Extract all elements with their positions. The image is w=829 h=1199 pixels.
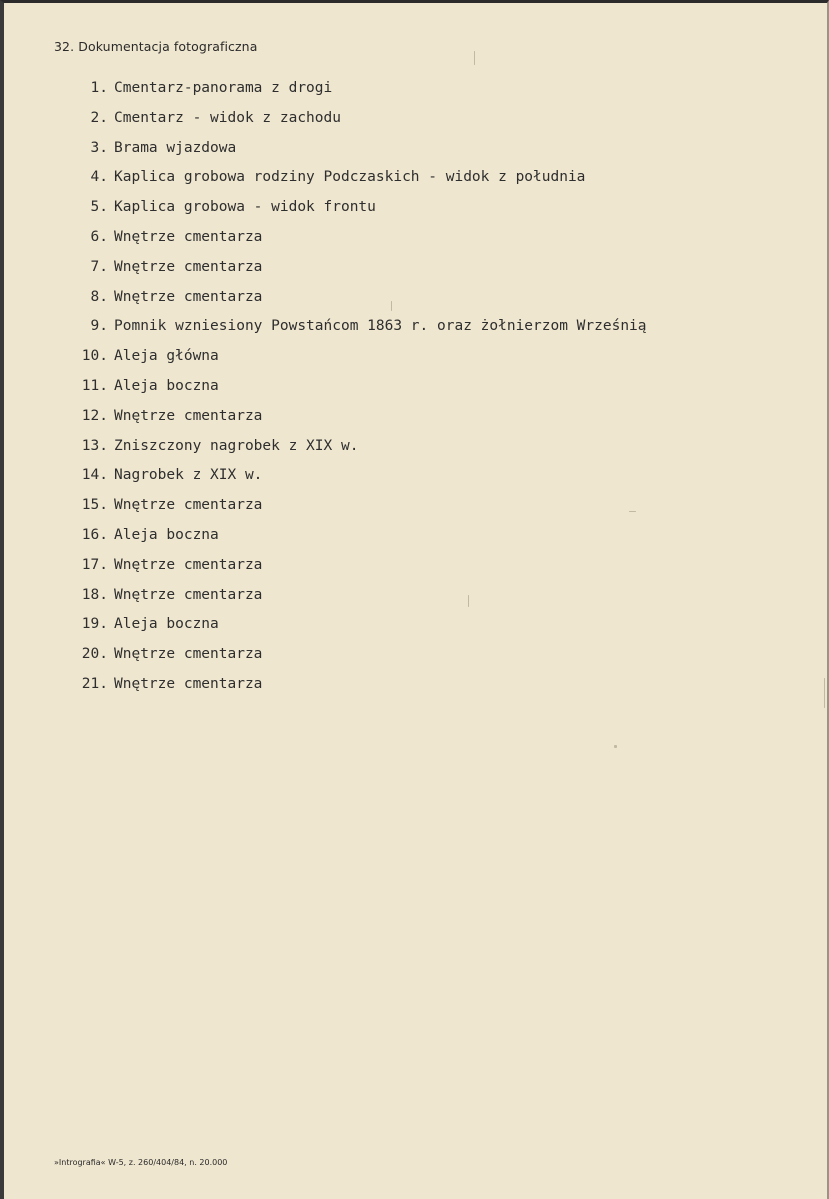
list-item [64,610,647,640]
item-number: 14. [81,467,108,484]
paper-speck [474,51,475,65]
list-item [64,640,647,670]
paper-speck [824,678,825,708]
item-text: Aleja boczna [114,526,219,543]
item-text: Wnętrze cmentarza [114,228,263,245]
item-text: Pomnik wzniesiony Powstańcom 1863 r. oraz żołnierzom Wrześnią [114,318,647,335]
item-text: Wnętrze cmentarza [114,258,263,275]
list-item [64,670,647,700]
list-item [64,74,647,104]
item-number: 7. [90,258,108,275]
item-text: Cmentarz - widok z zachodu [114,109,341,126]
item-text: Aleja boczna [114,616,219,633]
list-item [64,372,647,402]
list-item [64,193,647,223]
item-number: 4. [90,169,108,186]
item-text: Wnętrze cmentarza [114,407,263,424]
printer-imprint: »Intrografia« W-5, z. 260/404/84, n. 20.000 [54,1158,228,1167]
item-text: Kaplica grobowa - widok frontu [114,199,376,216]
list-item [64,432,647,462]
item-number: 2. [90,109,108,126]
item-number: 15. [81,497,108,514]
item-number: 18. [81,586,108,603]
item-number: 5. [90,199,108,216]
list-item [64,283,647,313]
list-item [64,491,647,521]
item-number: 13. [81,437,108,454]
item-number: 3. [90,139,108,156]
item-text: Zniszczony nagrobek z XIX w. [114,437,359,454]
item-text: Brama wjazdowa [114,139,237,156]
photo-documentation-list [64,74,647,700]
list-item [64,581,647,611]
item-number: 11. [81,377,108,394]
item-text: Wnętrze cmentarza [114,288,263,305]
item-number: 17. [81,556,108,573]
item-number: 6. [90,228,108,245]
item-text: Wnętrze cmentarza [114,586,263,603]
item-number: 9. [90,318,108,335]
item-text: Kaplica grobowa rodziny Podczaskich - widok z południa [114,169,586,186]
item-text: Aleja główna [114,348,219,365]
item-text: Wnętrze cmentarza [114,497,263,514]
item-number: 10. [81,348,108,365]
paper-speck [468,595,469,607]
list-item [64,521,647,551]
item-text: Wnętrze cmentarza [114,646,263,663]
item-text: Wnętrze cmentarza [114,675,263,692]
list-item [64,551,647,581]
item-text: Cmentarz-panorama z drogi [114,80,333,96]
item-text: Nagrobek z XIX w. [114,467,263,484]
paper-speck [614,745,617,748]
page-title: 32. Dokumentacja fotograficzna [54,39,258,54]
item-text: Aleja boczna [114,377,219,394]
item-number: 16. [81,526,108,543]
item-number: 8. [90,288,108,305]
list-item [64,104,647,134]
item-text: Wnętrze cmentarza [114,556,263,573]
list-item [64,163,647,193]
item-number: 20. [81,646,108,663]
paper-speck [391,301,392,311]
item-number: 1. [90,80,108,96]
list-item [64,223,647,253]
item-number: 19. [81,616,108,633]
list-item [64,461,647,491]
list-item [64,312,647,342]
list-item [64,342,647,372]
list-item [64,253,647,283]
list-item [64,134,647,164]
paper-speck [629,511,636,512]
item-number: 21. [81,675,108,692]
item-number: 12. [81,407,108,424]
list-item [64,402,647,432]
